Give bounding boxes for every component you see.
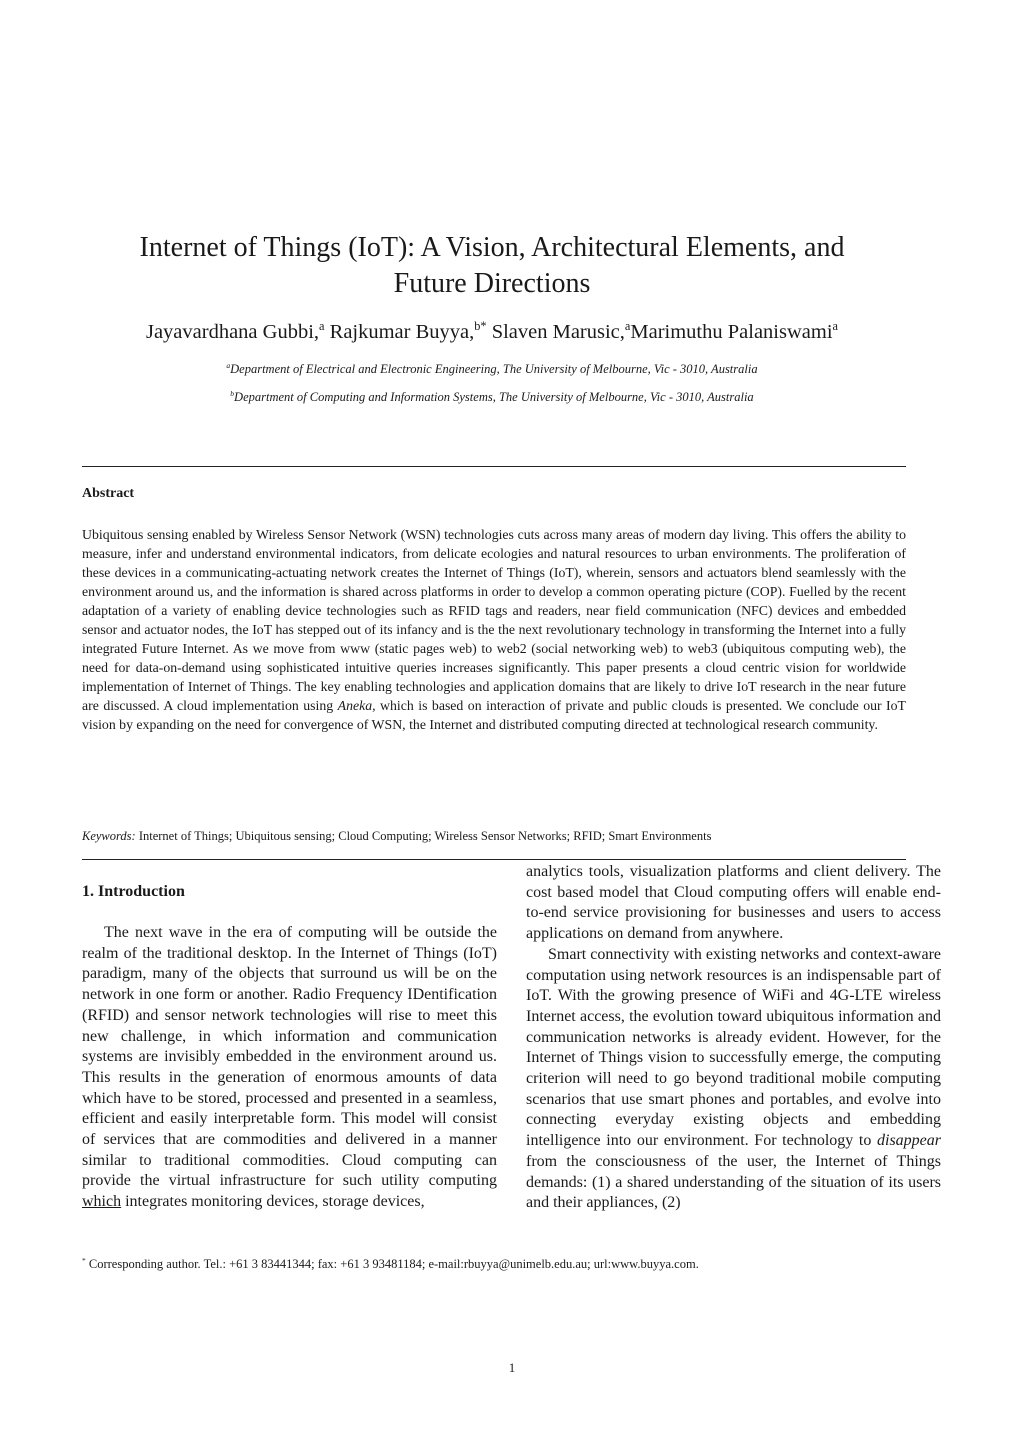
para2-text-b: from the consciousness of the user, the Internet of Things demands: (1) a shared understanding of the situation of its users and their appliances, (2) bbox=[526, 1152, 941, 1212]
author-name: Jayavardhana Gubbi, bbox=[145, 321, 320, 343]
keywords-text: Internet of Things; Ubiquitous sensing; Cloud Computing; Wireless Sensor Networks; RFID; Smart Environments bbox=[135, 829, 712, 843]
abstract-heading: Abstract bbox=[82, 486, 135, 501]
intro-paragraph-continued: analytics tools, visualization platforms and client delivery. The cost based model that Cloud computing offers will enable end-to-end service provisioning for businesses and users to access applications on demand from anywhere. bbox=[526, 863, 941, 943]
affiliation-b bbox=[40, 388, 944, 406]
paper-title bbox=[60, 230, 924, 302]
page-number: 1 bbox=[508, 1360, 516, 1375]
intro-paragraph-2 bbox=[526, 945, 941, 1214]
section-divider-mid bbox=[82, 859, 906, 860]
author-name: Marimuthu Palaniswami bbox=[630, 321, 833, 343]
underlined-word: which bbox=[82, 1193, 122, 1211]
intro-paragraph-1 bbox=[82, 923, 497, 1213]
affiliation-a bbox=[40, 360, 944, 378]
title-line-1: Internet of Things (IoT): A Vision, Architectural Elements, and bbox=[139, 232, 845, 263]
affiliation-mark: b bbox=[230, 389, 235, 399]
right-column bbox=[526, 862, 941, 1214]
author-mark: a bbox=[319, 319, 325, 334]
affiliation-text: Department of Computing and Information Systems, The University of Melbourne, Vic - 3010, Australia bbox=[234, 390, 754, 404]
footnote-mark: * bbox=[82, 1256, 86, 1266]
author-mark: b* bbox=[474, 319, 487, 334]
intro-text-tail: integrates monitoring devices, storage devices, bbox=[121, 1193, 425, 1211]
para2-text-a: Smart connectivity with existing networks and context-aware computation using network resources is an indispensable part of IoT. With the growing presence of WiFi and 4G-LTE wireless Internet access, the evolution toward ubiquitous information and communication networks is already evident. However, for the Internet of Things vision to successfully emerge, the computing criterion will need to go beyond traditional mobile computing scenarios that use smart phones and portables, and evolve into connecting everyday existing objects and embedding intelligence into our environment. For technology to bbox=[526, 945, 941, 1150]
section-divider-top bbox=[82, 466, 906, 467]
author-list bbox=[60, 318, 924, 346]
author-name: Rajkumar Buyya, bbox=[329, 321, 475, 343]
intro-text: The next wave in the era of computing will be outside the realm of the traditional desktop. In the Internet of Things (IoT) paradigm, many of the objects that surround us will be on the network in one form or another. Radio Frequency IDentification (RFID) and sensor network technologies will rise to meet this new challenge, in which information and communication systems are invisibly embedded in the environment around us. This results in the generation of enormous amounts of data which have to be stored, processed and presented in a seamless, efficient and easily interpretable form. This model will consist of services that are commodities and delivered in a manner similar to traditional commodities. Cloud computing can provide the virtual infrastructure for such utility computing bbox=[82, 924, 497, 1190]
abstract-body bbox=[82, 525, 906, 734]
abstract-italic: Aneka, bbox=[337, 698, 376, 713]
affiliation-mark: a bbox=[226, 361, 231, 371]
title-line-2: Future Directions bbox=[393, 268, 591, 299]
introduction-heading: 1. Introduction bbox=[82, 883, 185, 900]
keywords-label: Keywords: bbox=[82, 829, 136, 843]
para2-italic: disappear bbox=[877, 1132, 941, 1150]
author-mark: a bbox=[624, 319, 631, 334]
footnote bbox=[82, 1255, 699, 1273]
footnote-text: Corresponding author. Tel.: +61 3 83441344; fax: +61 3 93481184; e-mail:rbuyya@unimelb.edu.au; url:www.buyya.com. bbox=[85, 1257, 699, 1271]
keywords bbox=[82, 827, 906, 845]
affiliation-text: Department of Electrical and Electronic Engineering, The University of Melbourne, Vic - 3010, Australia bbox=[230, 362, 758, 376]
abstract-text-1: Ubiquitous sensing enabled by Wireless Sensor Network (WSN) technologies cuts across many areas of modern day living. This offers the ability to measure, infer and understand environmental indicators, from delicate ecologies and natural resources to urban environments. The proliferation of these devices in a communicating-actuating network creates the Internet of Things (IoT), wherein, sensors and actuators blend seamlessly with the environment around us, and the information is shared across platforms in order to develop a common operating picture (COP). Fuelled by the recent adaptation of a variety of enabling device technologies such as RFID tags and readers, near field communication (NFC) devices and embedded sensor and actuator nodes, the IoT has stepped out of its infancy and is the the next revolutionary technology in transforming the Internet into a fully integrated Future Internet. As we move from www (static pages web) to web2 (social networking web) to web3 (ubiquitous computing web), the need for data-on-demand using sophisticated intuitive queries increases significantly. This paper presents a cloud centric vision for worldwide implementation of Internet of Things. The key enabling technologies and application domains that are likely to drive IoT research in the near future are discussed. A cloud implementation using bbox=[82, 527, 906, 713]
author-name: Slaven Marusic, bbox=[491, 321, 625, 343]
left-column bbox=[82, 923, 497, 1213]
abstract-text-2: which is based on interaction of private and public clouds is presented. We conclude our IoT vision by expanding on the need for convergence of WSN, the Internet and distributed computing directed at technological research community. bbox=[82, 698, 906, 732]
author-mark: a bbox=[832, 319, 838, 334]
